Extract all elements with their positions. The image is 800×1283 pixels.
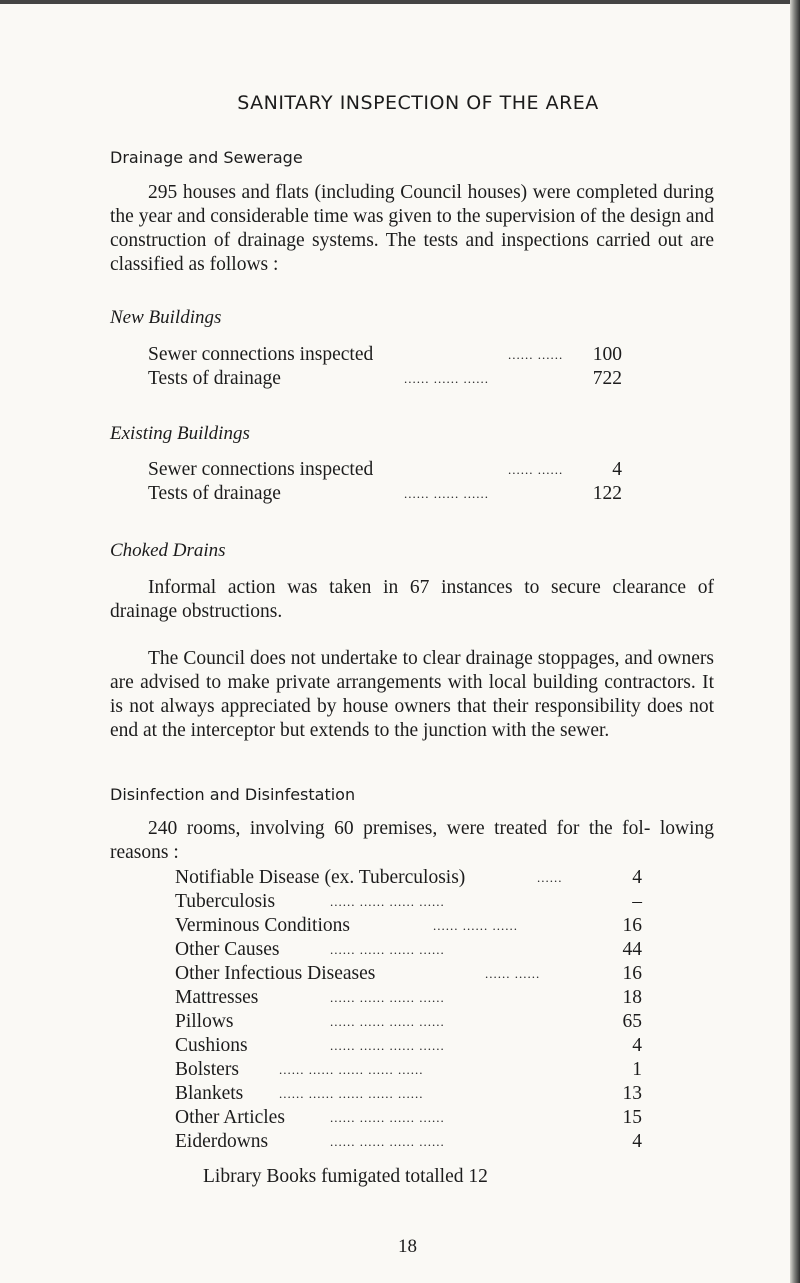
row-value: 722 [592, 368, 622, 389]
row-label: Other Articles [175, 1107, 285, 1128]
row-leader: ...... ...... ...... [404, 486, 489, 501]
row-value: 15 [622, 1107, 642, 1128]
row-value: 44 [622, 939, 642, 960]
library-books-total: Library Books fumigated totalled 12 [203, 1166, 488, 1187]
choked-drains-para-1: Informal action was taken in 67 instances to secure clearance of drainage obstructions. [110, 577, 714, 622]
choked-drains-heading: Choked Drains [110, 540, 226, 561]
row-value: 4 [612, 459, 622, 480]
page-title: SANITARY INSPECTION OF THE AREA [237, 92, 599, 114]
row-value: 16 [622, 963, 642, 984]
row-leader: ...... ...... ...... ...... [330, 1038, 445, 1053]
disinfection-intro: 240 rooms, involving 60 premises, were treated for the fol- lowing reasons : [110, 818, 714, 863]
row-label: Other Infectious Diseases [175, 963, 376, 984]
choked-drains-para-2: The Council does not undertake to clear drainage stoppages, and owners are advised to make private arrangements with local building contractors. It is not always appreciated by house owners that their responsibility does not end at the interceptor but extends to the junction with the sewer. [110, 648, 714, 741]
row-label: Sewer connections inspected [148, 459, 374, 480]
row-leader: ...... ...... [508, 462, 564, 477]
row-label: Tuberculosis [175, 891, 276, 912]
row-leader: ...... ...... [485, 966, 541, 981]
row-leader: ...... ...... ...... ...... [330, 1134, 445, 1149]
row-leader: ...... ...... ...... ...... [330, 1110, 445, 1125]
row-leader: ...... ...... ...... ...... ...... [279, 1062, 424, 1077]
row-value: 122 [592, 483, 622, 504]
new-buildings-heading: New Buildings [110, 307, 222, 328]
row-label: Bolsters [175, 1059, 239, 1080]
row-leader: ...... ...... ...... ...... [330, 990, 445, 1005]
row-leader: ...... ...... [508, 347, 564, 362]
row-label: Other Causes [175, 939, 280, 960]
row-value: 65 [622, 1011, 642, 1032]
row-value: 4 [632, 1131, 642, 1152]
row-label: Notifiable Disease (ex. Tuberculosis) [175, 867, 466, 888]
row-label: Sewer connections inspected [148, 344, 374, 365]
page-number: 18 [398, 1236, 417, 1257]
row-leader: ...... ...... ...... [404, 371, 489, 386]
top-border [0, 0, 800, 4]
row-value: 4 [632, 867, 642, 888]
row-leader: ...... ...... ...... ...... [330, 894, 445, 909]
row-label: Cushions [175, 1035, 248, 1056]
row-value: – [632, 891, 642, 912]
row-label: Verminous Conditions [175, 915, 350, 936]
row-leader: ...... ...... ...... ...... [330, 1014, 445, 1029]
row-label: Pillows [175, 1011, 234, 1032]
row-label: Tests of drainage [148, 483, 281, 504]
row-leader: ...... ...... ...... ...... [330, 942, 445, 957]
existing-buildings-heading: Existing Buildings [110, 423, 250, 444]
row-leader: ...... [537, 870, 563, 885]
row-label: Blankets [175, 1083, 244, 1104]
drainage-heading: Drainage and Sewerage [110, 148, 303, 167]
row-label: Mattresses [175, 987, 259, 1008]
row-leader: ...... ...... ...... [433, 918, 518, 933]
row-value: 16 [622, 915, 642, 936]
row-value: 13 [622, 1083, 642, 1104]
row-value: 4 [632, 1035, 642, 1056]
row-value: 18 [622, 987, 642, 1008]
row-label: Tests of drainage [148, 368, 281, 389]
row-leader: ...... ...... ...... ...... ...... [279, 1086, 424, 1101]
drainage-intro: 295 houses and flats (including Council houses) were completed during the year and considerable time was given to the supervision of the design and construction of drainage systems. The tests and inspections carried out are classified as follows : [110, 182, 714, 275]
disinfection-heading: Disinfection and Disinfestation [110, 785, 356, 804]
page-edge-shadow [790, 0, 800, 1283]
row-value: 1 [632, 1059, 642, 1080]
row-value: 100 [592, 344, 622, 365]
row-label: Eiderdowns [175, 1131, 269, 1152]
